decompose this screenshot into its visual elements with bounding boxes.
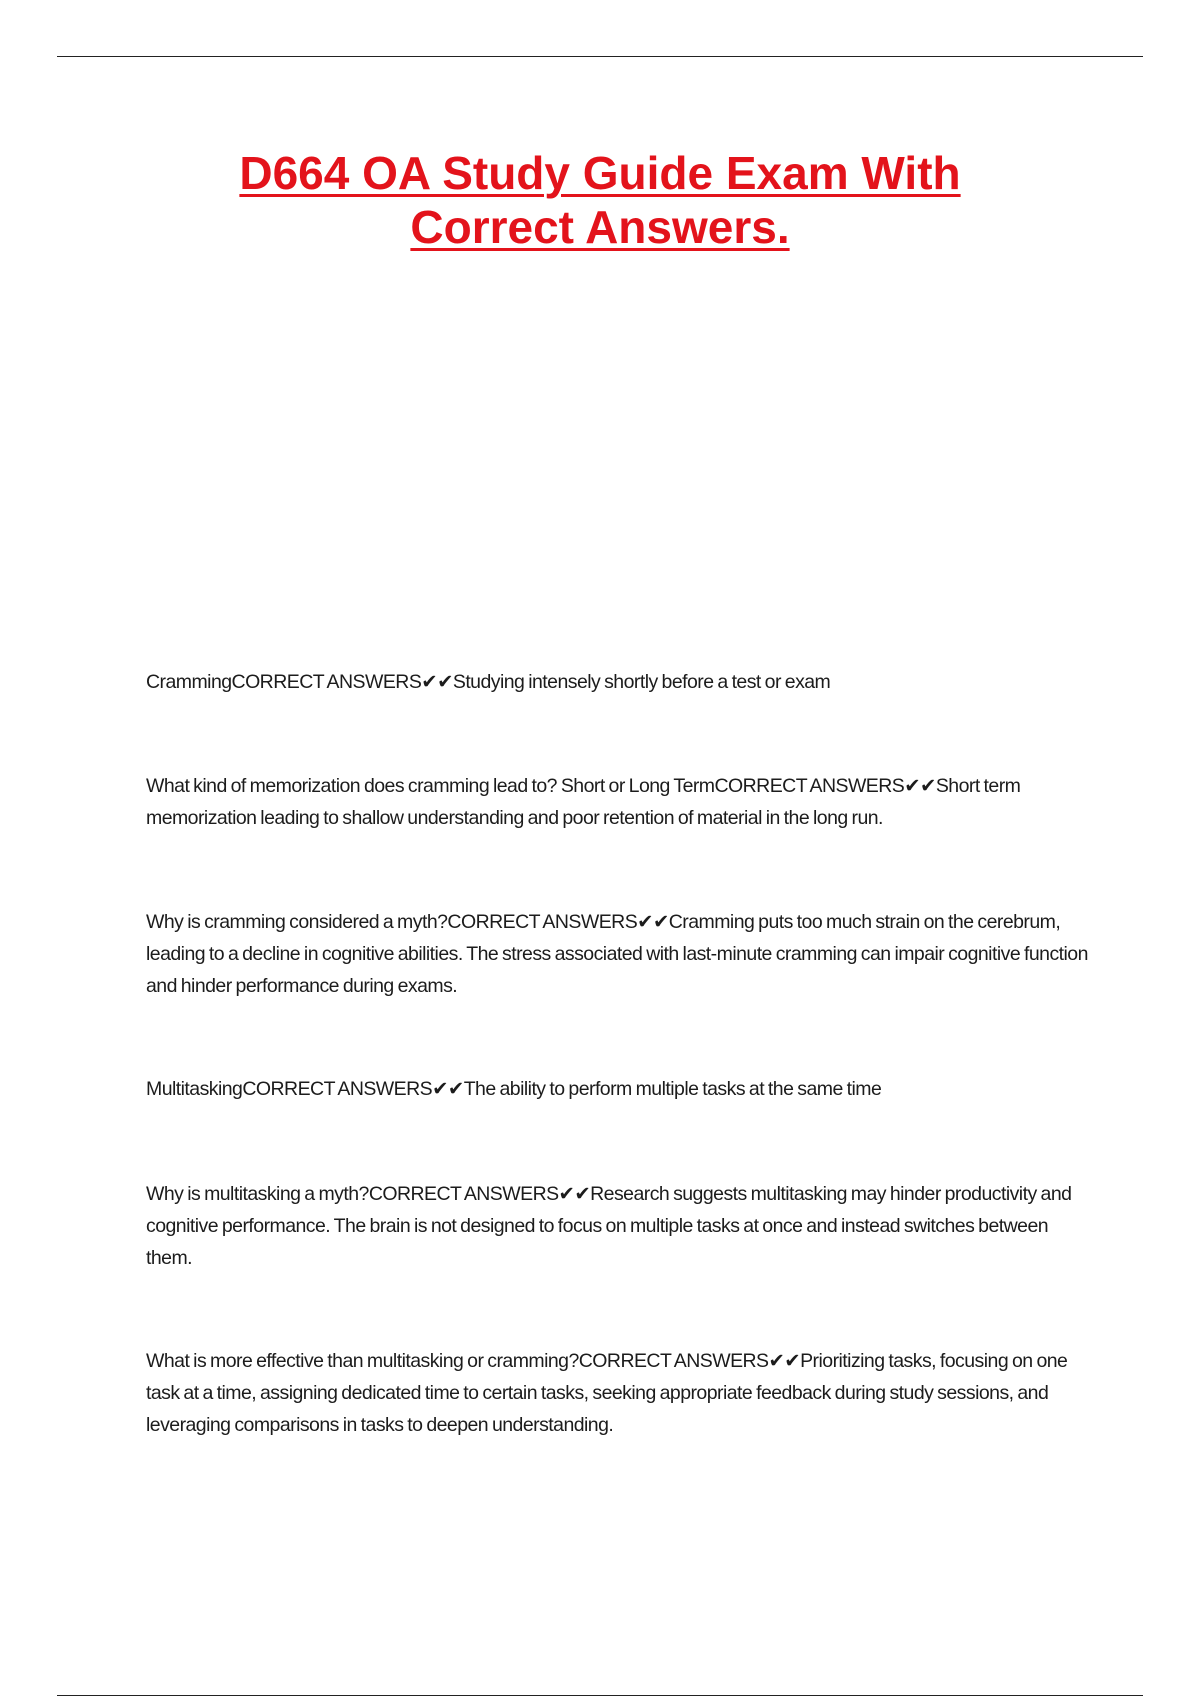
title-line-1: D664 OA Study Guide Exam With (239, 147, 961, 199)
correct-answers-marker: CORRECT ANSWERS✔✔ (578, 1350, 801, 1372)
correct-answers-marker: CORRECT ANSWERS✔✔ (368, 1183, 591, 1205)
correct-answers-marker: CORRECT ANSWERS✔✔ (231, 671, 453, 693)
qa-item-multitasking (146, 1073, 1096, 1105)
question-text: Multitasking (146, 1078, 243, 1100)
bottom-divider (57, 1695, 1143, 1696)
answer-text: The ability to perform multiple tasks at the same time (463, 1078, 882, 1100)
document-title (150, 146, 1050, 254)
question-text: Why is multitasking a myth? (146, 1183, 369, 1205)
qa-item-memorization-type (146, 770, 1096, 834)
qa-item-cramming (146, 666, 1096, 698)
answer-text: Prioritizing tasks, focusing on one task at a time, assigning dedicated time to certain tasks, seeking appropriate feedback during study sessions, and leveraging comparisons in tasks to deepen understanding. (146, 1350, 1068, 1436)
answer-text: Studying intensely shortly before a test or exam (452, 671, 831, 693)
question-text: What is more effective than multitasking or cramming? (146, 1350, 579, 1372)
qa-item-more-effective (146, 1345, 1096, 1441)
answer-text: Short term memorization leading to shallow understanding and poor retention of material in the long run. (146, 775, 1021, 829)
question-text: Why is cramming considered a myth? (146, 911, 448, 933)
question-text: Cramming (146, 671, 232, 693)
answer-text: Cramming puts too much strain on the cerebrum, leading to a decline in cognitive abilities. The stress associated with last-minute cramming can impair cognitive function and hinder performance during exams. (146, 911, 1088, 997)
qa-item-cramming-myth (146, 906, 1096, 1002)
question-text: What kind of memorization does cramming lead to? Short or Long Term (146, 775, 715, 797)
answer-text: Research suggests multitasking may hinder productivity and cognitive performance. The brain is not designed to focus on multiple tasks at once and instead switches between them. (146, 1183, 1072, 1269)
qa-item-multitasking-myth (146, 1178, 1096, 1274)
title-line-2: Correct Answers. (410, 201, 790, 253)
correct-answers-marker: CORRECT ANSWERS✔✔ (714, 775, 936, 797)
correct-answers-marker: CORRECT ANSWERS✔✔ (242, 1078, 464, 1100)
top-divider (57, 56, 1143, 57)
correct-answers-marker: CORRECT ANSWERS✔✔ (447, 911, 669, 933)
